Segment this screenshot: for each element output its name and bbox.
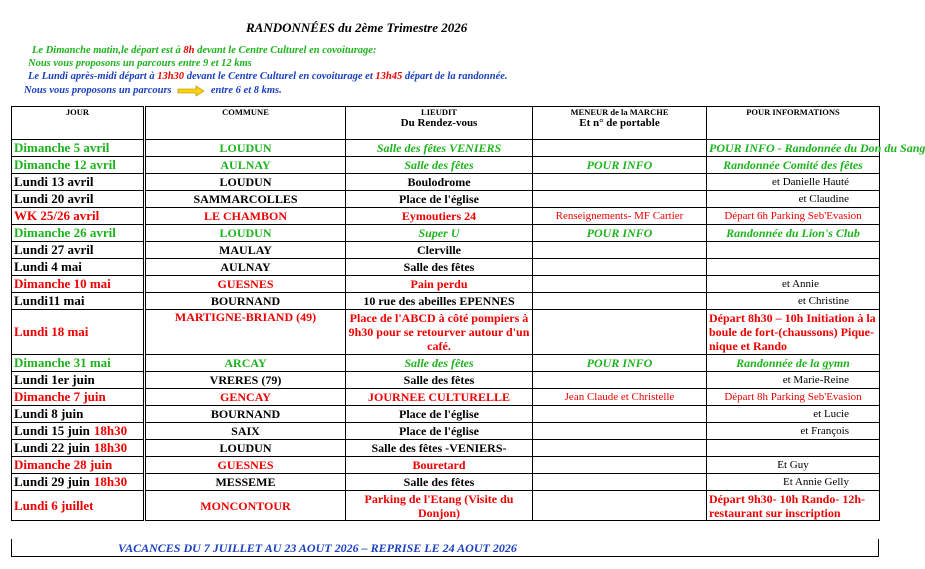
cell-jour bbox=[12, 293, 145, 310]
cell-lieudit: Salle des fêtes VENIERS bbox=[346, 140, 533, 157]
cell-commune: LOUDUN bbox=[145, 174, 346, 191]
table-row bbox=[12, 457, 880, 474]
jour-text: Lundi 13 avril bbox=[14, 174, 94, 189]
cell-meneur: POUR INFO bbox=[533, 355, 707, 372]
jour-time: 18h30 bbox=[93, 440, 128, 455]
cell-jour bbox=[12, 174, 145, 191]
jour-text: Dimanche 26 avril bbox=[14, 225, 116, 240]
cell-lieudit: Salle des fêtes bbox=[346, 259, 533, 276]
jour-text: Dimanche 7 juin bbox=[14, 389, 106, 404]
jour-text: Lundi 1er juin bbox=[14, 372, 95, 387]
cell-lieudit: Bouretard bbox=[346, 457, 533, 474]
cell-info: Randonnée de la gymn bbox=[707, 355, 880, 372]
cell-commune: BOURNAND bbox=[145, 293, 346, 310]
footer-note: VACANCES DU 7 JUILLET AU 23 AOUT 2026 – REPRISE LE 24 AOUT 2026 bbox=[118, 541, 517, 555]
cell-jour bbox=[12, 259, 145, 276]
arrow-right-icon bbox=[178, 86, 204, 96]
cell-info: et Danielle Hauté bbox=[707, 174, 880, 191]
cell-info: POUR INFO - Randonnée du Don du Sang bbox=[707, 140, 880, 157]
intro-line-4-post: entre 6 et 8 kms. bbox=[210, 85, 282, 96]
cell-jour bbox=[12, 355, 145, 372]
cell-meneur: Jean Claude et Christelle bbox=[533, 389, 707, 406]
table-row bbox=[12, 389, 880, 406]
table-row bbox=[12, 276, 880, 293]
cell-jour bbox=[12, 440, 145, 457]
table-header-row bbox=[12, 107, 880, 140]
cell-jour bbox=[12, 457, 145, 474]
cell-info: et Annie bbox=[707, 276, 880, 293]
cell-meneur bbox=[533, 372, 707, 389]
cell-info: Et Annie Gelly bbox=[707, 474, 880, 491]
header-meneur: MENEUR de la MARCHE Et n° de portable bbox=[533, 107, 707, 140]
cell-jour bbox=[12, 389, 145, 406]
table-row bbox=[12, 440, 880, 457]
jour-text: Dimanche 10 mai bbox=[14, 276, 111, 291]
header-lieudit-sub: Du Rendez-vous bbox=[400, 117, 478, 129]
cell-meneur: Renseignements- MF Cartier bbox=[533, 208, 707, 225]
cell-info: et Christine bbox=[707, 293, 880, 310]
cell-commune: GENCAY bbox=[145, 389, 346, 406]
cell-lieudit: Place de l'église bbox=[346, 406, 533, 423]
cell-info: Randonnée du Lion's Club bbox=[707, 225, 880, 242]
intro-line-4 bbox=[24, 85, 282, 96]
cell-commune: ARCAY bbox=[145, 355, 346, 372]
intro-line-2: Nous vous proposons un parcours entre 9 et 12 kms bbox=[28, 58, 252, 69]
cell-meneur: POUR INFO bbox=[533, 225, 707, 242]
table-row bbox=[12, 355, 880, 372]
cell-meneur bbox=[533, 406, 707, 423]
table-row bbox=[12, 242, 880, 259]
jour-text: Dimanche 5 avril bbox=[14, 140, 110, 155]
cell-lieudit: Clerville bbox=[346, 242, 533, 259]
cell-info: et François bbox=[707, 423, 880, 440]
cell-lieudit: Boulodrome bbox=[346, 174, 533, 191]
cell-lieudit: Salle des fêtes bbox=[346, 372, 533, 389]
cell-jour bbox=[12, 191, 145, 208]
intro-line-1 bbox=[32, 45, 376, 56]
table-row bbox=[12, 310, 880, 355]
cell-info bbox=[707, 242, 880, 259]
header-info: POUR INFORMATIONS bbox=[707, 107, 880, 140]
intro-line-3-post: départ de la randonnée. bbox=[402, 71, 508, 82]
cell-meneur bbox=[533, 491, 707, 521]
cell-jour bbox=[12, 491, 145, 521]
cell-meneur bbox=[533, 440, 707, 457]
schedule-table bbox=[11, 106, 925, 521]
jour-time: 18h30 bbox=[93, 474, 128, 489]
jour-text: Dimanche 28 juin bbox=[14, 457, 113, 472]
cell-commune: LOUDUN bbox=[145, 225, 346, 242]
cell-meneur bbox=[533, 423, 707, 440]
jour-text: Lundi 8 juin bbox=[14, 406, 84, 421]
table-row bbox=[12, 157, 880, 174]
cell-info: Randonnée Comité des fêtes bbox=[707, 157, 880, 174]
cell-commune: SAIX bbox=[145, 423, 346, 440]
cell-lieudit: Eymoutiers 24 bbox=[346, 208, 533, 225]
cell-info: Départ 9h30- 10h Rando- 12h-restaurant sur inscription bbox=[707, 491, 880, 521]
cell-commune: MAULAY bbox=[145, 242, 346, 259]
table-row bbox=[12, 174, 880, 191]
cell-lieudit: JOURNEE CULTURELLE bbox=[346, 389, 533, 406]
cell-lieudit: Salle des fêtes bbox=[346, 355, 533, 372]
cell-commune: MONCONTOUR bbox=[145, 491, 346, 521]
intro-line-1-time: 8h bbox=[183, 45, 195, 56]
table-row bbox=[12, 423, 880, 440]
intro-line-3 bbox=[28, 71, 508, 82]
table-row bbox=[12, 406, 880, 423]
cell-info: Départ 8h Parking Seb'Evasion bbox=[707, 389, 880, 406]
cell-meneur bbox=[533, 474, 707, 491]
jour-text: Lundi 22 juin bbox=[14, 440, 90, 455]
jour-text: Lundi 15 juin bbox=[14, 423, 90, 438]
header-lieudit: LIEUDIT Du Rendez-vous bbox=[346, 107, 533, 140]
cell-jour bbox=[12, 140, 145, 157]
cell-commune: SAMMARCOLLES bbox=[145, 191, 346, 208]
cell-commune: MESSEME bbox=[145, 474, 346, 491]
cell-meneur bbox=[533, 310, 707, 355]
cell-commune: MARTIGNE-BRIAND (49) bbox=[145, 310, 346, 355]
header-meneur-sub: Et n° de portable bbox=[579, 117, 660, 129]
cell-jour bbox=[12, 406, 145, 423]
cell-meneur bbox=[533, 242, 707, 259]
cell-info: et Marie-Reine bbox=[707, 372, 880, 389]
cell-meneur bbox=[533, 293, 707, 310]
cell-meneur bbox=[533, 457, 707, 474]
cell-jour bbox=[12, 372, 145, 389]
cell-info bbox=[707, 440, 880, 457]
jour-text: Dimanche 12 avril bbox=[14, 157, 116, 172]
cell-jour bbox=[12, 276, 145, 293]
cell-lieudit: Parking de l'Etang (Visite du Donjon) bbox=[346, 491, 533, 521]
cell-info: Départ 6h Parking Seb'Evasion bbox=[707, 208, 880, 225]
header-jour: JOUR bbox=[12, 107, 145, 140]
cell-meneur: POUR INFO bbox=[533, 157, 707, 174]
cell-commune: LE CHAMBON bbox=[145, 208, 346, 225]
cell-lieudit: Place de l'église bbox=[346, 423, 533, 440]
cell-lieudit: Place de l'église bbox=[346, 191, 533, 208]
cell-lieudit: Salle des fêtes -VENIERS- bbox=[346, 440, 533, 457]
cell-jour bbox=[12, 225, 145, 242]
cell-jour bbox=[12, 242, 145, 259]
cell-lieudit: 10 rue des abeilles EPENNES bbox=[346, 293, 533, 310]
table-row bbox=[12, 225, 880, 242]
intro-line-3-time2: 13h45 bbox=[375, 71, 403, 82]
page-title: RANDONNÉES du 2ème Trimestre 2026 bbox=[246, 20, 468, 35]
jour-text: Dimanche 31 mai bbox=[14, 355, 111, 370]
table-row bbox=[12, 140, 880, 157]
intro-line-3-mid: devant le Centre Culturel en covoiturage et bbox=[184, 71, 376, 82]
table-row bbox=[12, 491, 880, 521]
cell-jour bbox=[12, 474, 145, 491]
cell-commune: AULNAY bbox=[145, 259, 346, 276]
cell-commune: GUESNES bbox=[145, 276, 346, 293]
intro-line-4-pre: Nous vous proposons un parcours bbox=[24, 85, 172, 96]
jour-text: Lundi 6 juillet bbox=[14, 497, 94, 513]
cell-jour bbox=[12, 157, 145, 174]
jour-text: Lundi11 mai bbox=[14, 293, 85, 308]
cell-commune: BOURNAND bbox=[145, 406, 346, 423]
cell-lieudit: Super U bbox=[346, 225, 533, 242]
cell-info: Départ 8h30 – 10h Initiation à la boule de fort-(chaussons) Pique-nique et Rando bbox=[707, 310, 880, 355]
cell-jour bbox=[12, 423, 145, 440]
cell-commune: GUESNES bbox=[145, 457, 346, 474]
cell-lieudit: Pain perdu bbox=[346, 276, 533, 293]
cell-meneur bbox=[533, 140, 707, 157]
table-row bbox=[12, 208, 880, 225]
cell-jour bbox=[12, 208, 145, 225]
cell-meneur bbox=[533, 276, 707, 293]
table-row bbox=[12, 474, 880, 491]
table-row bbox=[12, 293, 880, 310]
cell-info: et Claudine bbox=[707, 191, 880, 208]
cell-commune: AULNAY bbox=[145, 157, 346, 174]
cell-meneur bbox=[533, 259, 707, 276]
cell-info: et Lucie bbox=[707, 406, 880, 423]
cell-commune: LOUDUN bbox=[145, 140, 346, 157]
header-commune: COMMUNE bbox=[145, 107, 346, 140]
intro-line-3-time1: 13h30 bbox=[157, 71, 185, 82]
cell-info bbox=[707, 259, 880, 276]
jour-text: Lundi 20 avril bbox=[14, 191, 94, 206]
intro-line-1-pre: Le Dimanche matin,le départ est à bbox=[32, 45, 184, 56]
jour-text: Lundi 27 avril bbox=[14, 242, 94, 257]
cell-jour bbox=[12, 310, 145, 355]
jour-text: Lundi 4 mai bbox=[14, 259, 82, 274]
cell-lieudit: Salle des fêtes bbox=[346, 474, 533, 491]
cell-commune: VRERES (79) bbox=[145, 372, 346, 389]
cell-meneur bbox=[533, 174, 707, 191]
cell-meneur bbox=[533, 191, 707, 208]
jour-text: WK 25/26 avril bbox=[14, 208, 100, 223]
cell-info: Et Guy bbox=[707, 457, 880, 474]
table-row bbox=[12, 191, 880, 208]
intro-line-1-post: devant le Centre Culturel en covoiturage: bbox=[194, 45, 377, 56]
jour-text: Lundi 18 mai bbox=[14, 324, 89, 339]
cell-lieudit: Salle des fêtes bbox=[346, 157, 533, 174]
table-row bbox=[12, 259, 880, 276]
table-row bbox=[12, 372, 880, 389]
cell-commune: LOUDUN bbox=[145, 440, 346, 457]
jour-text: Lundi 29 juin bbox=[14, 474, 90, 489]
cell-lieudit: Place de l'ABCD à côté pompiers à 9h30 pour se retourver autour d'un café. bbox=[346, 310, 533, 355]
jour-time: 18h30 bbox=[93, 423, 128, 438]
intro-line-3-pre: Le Lundi après-midi départ à bbox=[28, 71, 158, 82]
